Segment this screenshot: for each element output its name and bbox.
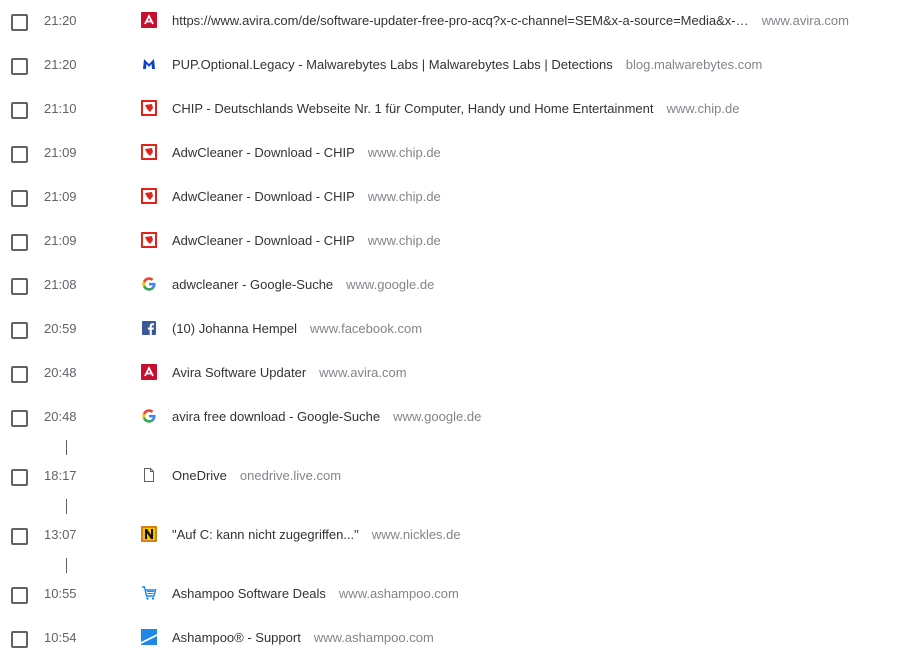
entry-link[interactable] — [172, 13, 879, 29]
entry-link[interactable] — [172, 57, 879, 73]
entry-domain: www.google.de — [393, 409, 482, 424]
select-checkbox[interactable] — [11, 14, 28, 31]
entry-link[interactable] — [172, 277, 879, 293]
select-checkbox[interactable] — [11, 469, 28, 486]
select-checkbox[interactable] — [11, 366, 28, 383]
history-entry[interactable] — [0, 220, 899, 264]
google-icon — [141, 408, 157, 424]
entry-link[interactable] — [172, 145, 879, 161]
entry-title[interactable]: AdwCleaner - Download - CHIP — [172, 145, 355, 160]
entry-domain: www.chip.de — [367, 189, 441, 204]
select-checkbox[interactable] — [11, 146, 28, 163]
select-checkbox[interactable] — [11, 190, 28, 207]
select-checkbox[interactable] — [11, 58, 28, 75]
entry-time: 21:20 — [44, 57, 77, 72]
entry-time: 10:55 — [44, 586, 77, 601]
history-entry[interactable] — [0, 308, 899, 352]
entry-link[interactable] — [172, 321, 879, 337]
history-entry[interactable] — [0, 176, 899, 220]
entry-title[interactable]: avira free download - Google-Suche — [172, 409, 381, 424]
history-entry[interactable] — [0, 88, 899, 132]
ashampoo-icon — [141, 629, 157, 645]
chip-icon — [141, 144, 157, 160]
time-gap — [0, 558, 899, 573]
entry-link[interactable] — [172, 409, 879, 425]
entry-link[interactable] — [172, 586, 879, 602]
chip-icon — [141, 188, 157, 204]
entry-title[interactable]: AdwCleaner - Download - CHIP — [172, 189, 355, 204]
select-checkbox[interactable] — [11, 410, 28, 427]
entry-domain: www.chip.de — [666, 101, 740, 116]
entry-time: 20:48 — [44, 409, 77, 424]
entry-domain: www.avira.com — [761, 13, 849, 28]
facebook-icon — [141, 320, 157, 336]
history-entry[interactable] — [0, 44, 899, 88]
document-icon — [141, 467, 157, 483]
entry-time: 21:09 — [44, 189, 77, 204]
entry-time: 21:10 — [44, 101, 77, 116]
entry-link[interactable] — [172, 189, 879, 205]
entry-domain: www.google.de — [346, 277, 435, 292]
malwarebytes-icon — [141, 56, 157, 72]
entry-time: 10:54 — [44, 630, 77, 645]
entry-title[interactable]: PUP.Optional.Legacy - Malwarebytes Labs | Malwarebytes Labs | Detections — [172, 57, 613, 72]
history-entry[interactable] — [0, 455, 899, 499]
chip-icon — [141, 100, 157, 116]
entry-title[interactable]: Avira Software Updater — [172, 365, 307, 380]
history-entry[interactable] — [0, 132, 899, 176]
select-checkbox[interactable] — [11, 587, 28, 604]
entry-title[interactable]: Ashampoo Software Deals — [172, 586, 326, 601]
time-gap — [0, 499, 899, 514]
entry-title[interactable]: OneDrive — [172, 468, 227, 483]
time-gap-line — [66, 499, 67, 514]
history-entry[interactable] — [0, 617, 899, 661]
entry-domain: www.ashampoo.com — [313, 630, 434, 645]
history-entry[interactable] — [0, 264, 899, 308]
nickles-icon — [141, 526, 157, 542]
entry-domain: www.ashampoo.com — [338, 586, 459, 601]
google-icon — [141, 276, 157, 292]
entry-title[interactable]: AdwCleaner - Download - CHIP — [172, 233, 355, 248]
entry-title[interactable]: CHIP - Deutschlands Webseite Nr. 1 für Computer, Handy und Home Entertainment — [172, 101, 654, 116]
entry-time: 21:09 — [44, 233, 77, 248]
entry-time: 20:59 — [44, 321, 77, 336]
select-checkbox[interactable] — [11, 278, 28, 295]
entry-domain: www.chip.de — [367, 233, 441, 248]
history-entry[interactable] — [0, 0, 899, 44]
entry-time: 21:20 — [44, 13, 77, 28]
select-checkbox[interactable] — [11, 631, 28, 648]
entry-link[interactable] — [172, 101, 879, 117]
history-entry[interactable] — [0, 352, 899, 396]
select-checkbox[interactable] — [11, 234, 28, 251]
entry-title[interactable]: Ashampoo® - Support — [172, 630, 301, 645]
entry-time: 21:08 — [44, 277, 77, 292]
time-gap — [0, 440, 899, 455]
entry-link[interactable] — [172, 527, 879, 543]
entry-title[interactable]: (10) Johanna Hempel — [172, 321, 298, 336]
entry-time: 13:07 — [44, 527, 77, 542]
entry-title[interactable]: https://www.avira.com/de/software-updater-free-pro-acq?x-c-channel=SEM&x-a-source=Media&x-… — [172, 13, 749, 28]
entry-domain: www.nickles.de — [371, 527, 461, 542]
entry-link[interactable] — [172, 468, 879, 484]
select-checkbox[interactable] — [11, 528, 28, 545]
entry-time: 18:17 — [44, 468, 77, 483]
time-gap-line — [66, 558, 67, 573]
history-entry[interactable] — [0, 573, 899, 617]
entry-title[interactable]: adwcleaner - Google-Suche — [172, 277, 334, 292]
entry-domain: blog.malwarebytes.com — [625, 57, 763, 72]
history-entry[interactable] — [0, 396, 899, 440]
entry-time: 20:48 — [44, 365, 77, 380]
chip-icon — [141, 232, 157, 248]
select-checkbox[interactable] — [11, 322, 28, 339]
entry-time: 21:09 — [44, 145, 77, 160]
entry-title[interactable]: "Auf C: kann nicht zugegriffen..." — [172, 527, 359, 542]
ashampoo-cart-icon — [141, 585, 157, 601]
entry-link[interactable] — [172, 365, 879, 381]
entry-link[interactable] — [172, 233, 879, 249]
select-checkbox[interactable] — [11, 102, 28, 119]
entry-domain: www.avira.com — [319, 365, 407, 380]
avira-icon — [141, 364, 157, 380]
entry-domain: onedrive.live.com — [239, 468, 342, 483]
entry-domain: www.chip.de — [367, 145, 441, 160]
avira-icon — [141, 12, 157, 28]
history-entry[interactable] — [0, 514, 899, 558]
entry-domain: www.facebook.com — [310, 321, 423, 336]
time-gap-line — [66, 440, 67, 455]
entry-link[interactable] — [172, 630, 879, 646]
